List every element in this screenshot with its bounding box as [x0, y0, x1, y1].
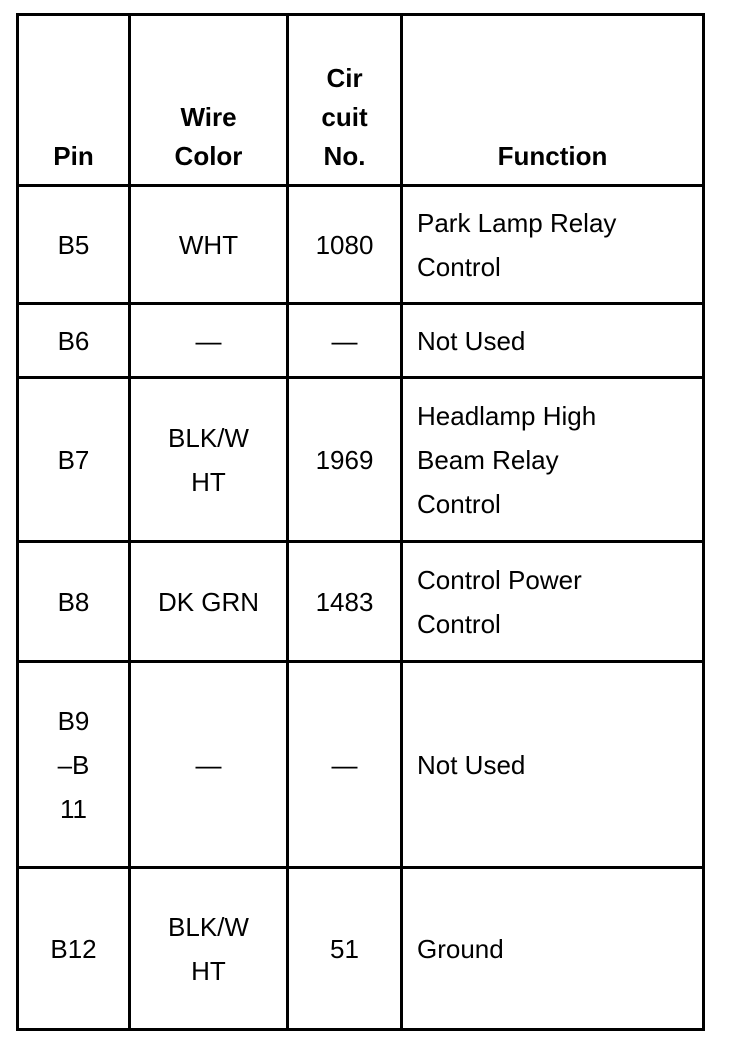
pin-cell — [18, 662, 130, 868]
wire-color-cell — [130, 662, 288, 868]
circuit-number-cell: 51 — [288, 868, 402, 1030]
function-cell — [402, 304, 704, 378]
pin-label: B7 — [57, 444, 90, 475]
pin-label: B9 — [57, 705, 90, 736]
pin-label: B5 — [57, 229, 90, 260]
header-function-line: Function — [497, 141, 608, 171]
pin-label: –B — [57, 749, 90, 780]
header-circuit-number — [288, 15, 402, 186]
header-wire-color-line: Color — [174, 141, 243, 171]
function-cell — [402, 868, 704, 1030]
pin-cell — [18, 304, 130, 378]
connector-pinout-table — [16, 13, 705, 1031]
wire-color-label: — — [195, 749, 222, 780]
header-wire-color-line: Wire — [180, 102, 237, 132]
wire-color-cell — [130, 304, 288, 378]
wire-color-label: DK GRN — [157, 586, 260, 617]
header-row — [18, 15, 704, 186]
table-row — [18, 304, 704, 378]
function-line: Control Power — [417, 564, 582, 595]
header-pin — [18, 15, 130, 186]
header-wire-color — [130, 15, 288, 186]
table-row — [18, 186, 704, 304]
function-line: Control — [417, 251, 501, 282]
pin-label: B12 — [50, 933, 97, 964]
header-circuit-line: No. — [323, 141, 366, 171]
wire-color-label: WHT — [178, 229, 239, 260]
function-line: Park Lamp Relay — [417, 207, 617, 238]
wire-color-label: BLK/W — [168, 422, 249, 453]
pin-label: B8 — [57, 586, 90, 617]
pin-label: B6 — [57, 325, 90, 356]
pin-cell — [18, 868, 130, 1030]
table-row — [18, 378, 704, 542]
pin-cell — [18, 542, 130, 662]
pin-cell — [18, 186, 130, 304]
circuit-number-cell: 1969 — [288, 378, 402, 542]
function-line: Ground — [417, 933, 504, 964]
table-row — [18, 542, 704, 662]
header-function — [402, 15, 704, 186]
circuit-number-cell: 1483 — [288, 542, 402, 662]
function-cell — [402, 662, 704, 868]
function-cell — [402, 542, 704, 662]
pin-label: 11 — [60, 793, 87, 824]
function-line: Headlamp High — [417, 400, 597, 431]
function-line: Beam Relay — [417, 444, 559, 475]
wire-color-label: HT — [191, 466, 226, 497]
wire-color-cell — [130, 186, 288, 304]
wire-color-label: — — [195, 325, 222, 356]
function-line: Control — [417, 608, 501, 639]
wire-color-cell — [130, 868, 288, 1030]
function-cell — [402, 378, 704, 542]
wire-color-label: HT — [191, 955, 226, 986]
pin-cell — [18, 378, 130, 542]
header-circuit-line: Cir — [326, 63, 363, 93]
table-row — [18, 868, 704, 1030]
function-line: Not Used — [417, 749, 526, 780]
circuit-number-cell: 1080 — [288, 186, 402, 304]
wire-color-cell — [130, 378, 288, 542]
wire-color-cell — [130, 542, 288, 662]
function-cell — [402, 186, 704, 304]
table-row — [18, 662, 704, 868]
header-circuit-line: cuit — [321, 102, 368, 132]
function-line: Control — [417, 488, 501, 519]
wire-color-label: BLK/W — [168, 911, 249, 942]
function-line: Not Used — [417, 325, 526, 356]
header-pin-line: Pin — [53, 141, 94, 171]
circuit-number-cell: — — [288, 304, 402, 378]
circuit-number-cell: — — [288, 662, 402, 868]
